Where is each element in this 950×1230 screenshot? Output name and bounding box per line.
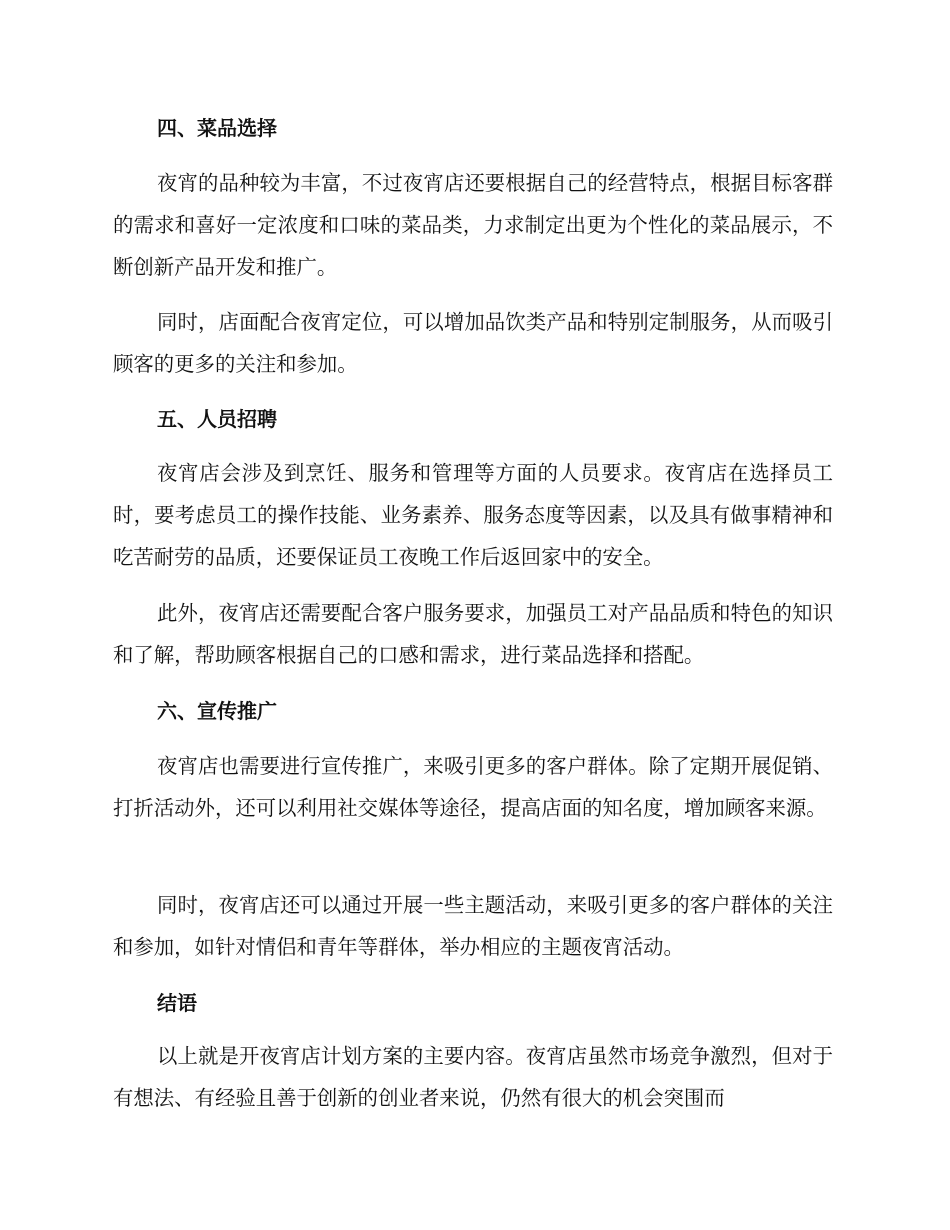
paragraph-conclusion-1: 以上就是开夜宵店计划方案的主要内容。夜宵店虽然市场竞争激烈，但对于有想法、有经验且善于创新的创业者来说，仍然有很大的机会突围而 — [113, 1044, 833, 1110]
section-heading-dishes: 四、菜品选择 — [157, 116, 277, 140]
section-heading-promotion: 六、宣传推广 — [157, 699, 277, 723]
section-heading-staffing: 五、人员招聘 — [157, 407, 277, 431]
paragraph-dishes-2: 同时，店面配合夜宵定位，可以增加品饮类产品和特别定制服务，从而吸引顾客的更多的关注和参加。 — [113, 310, 833, 376]
section-heading-conclusion: 结语 — [157, 991, 197, 1015]
paragraph-promotion-1: 夜宵店也需要进行宣传推广，来吸引更多的客户群体。除了定期开展促销、打折活动外，还可以利用社交媒体等途径，提高店面的知名度，增加顾客来源。 — [113, 754, 833, 820]
paragraph-dishes-1: 夜宵的品种较为丰富，不过夜宵店还要根据自己的经营特点，根据目标客群的需求和喜好一定浓度和口味的菜品类，力求制定出更为个性化的菜品展示，不断创新产品开发和推广。 — [113, 171, 833, 279]
paragraph-staffing-1: 夜宵店会涉及到烹饪、服务和管理等方面的人员要求。夜宵店在选择员工时，要考虑员工的操作技能、业务素养、服务态度等因素，以及具有做事精神和吃苦耐劳的品质，还要保证员工夜晚工作后返回家中的安全。 — [113, 461, 833, 569]
paragraph-staffing-2: 此外，夜宵店还需要配合客户服务要求，加强员工对产品品质和特色的知识和了解，帮助顾客根据自己的口感和需求，进行菜品选择和搭配。 — [113, 601, 833, 667]
paragraph-promotion-2: 同时，夜宵店还可以通过开展一些主题活动，来吸引更多的客户群体的关注和参加，如针对情侣和青年等群体，举办相应的主题夜宵活动。 — [113, 893, 833, 959]
